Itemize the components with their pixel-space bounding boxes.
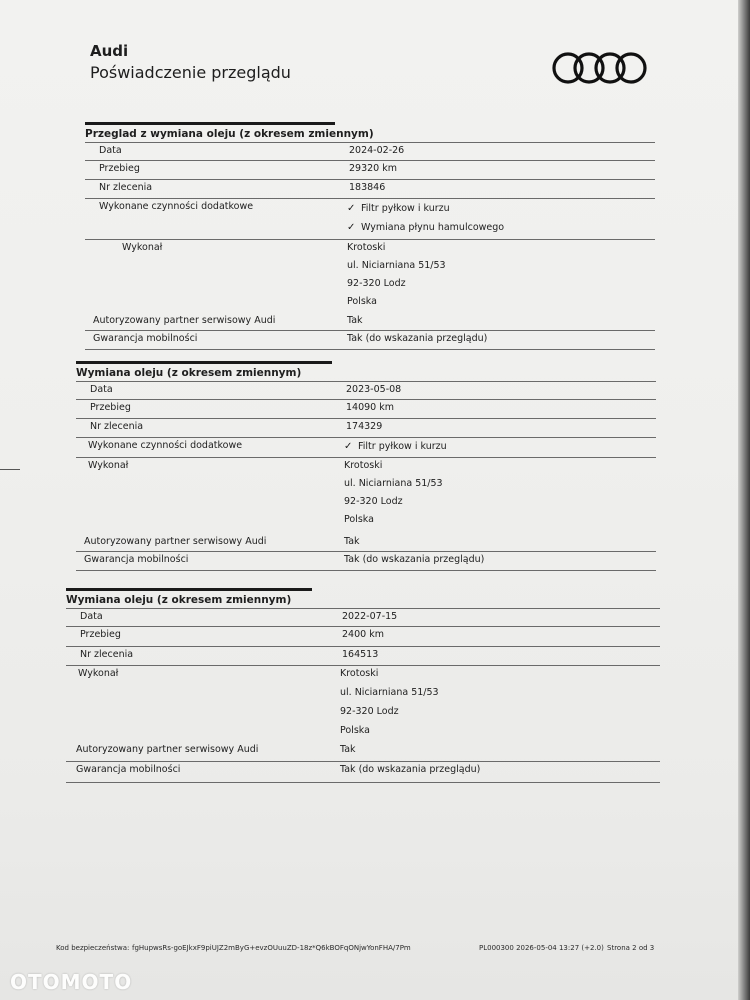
security-code: fgHupwsRs-goEJkxF9piUJZ2mByG+evzOUuuZD-18z*Q6kBOFqONjwYonFHA/7Pm (132, 944, 411, 952)
section-title: Wymiana oleju (z okresem zmiennym) (76, 367, 302, 379)
date-value: 2023-05-08 (346, 384, 402, 395)
dealer-city: 92-320 Lodz (340, 706, 399, 717)
extra-label: Wykonane czynności dodatkowe (88, 440, 243, 451)
row-extra (76, 438, 656, 458)
section-title: Przeglad z wymiana oleju (z okresem zmiennym) (85, 128, 374, 140)
dealer-name: Krotoski (347, 242, 386, 253)
checkmark-icon: ✓ (344, 441, 353, 452)
date-value: 2022-07-15 (342, 611, 398, 622)
dealer-city: 92-320 Lodz (344, 496, 403, 507)
order-label: Nr zlecenia (80, 649, 134, 660)
dealer-street: ul. Niciarniana 51/53 (344, 478, 443, 489)
date-label: Data (80, 611, 103, 622)
mileage-value: 2400 km (342, 629, 384, 640)
row-order (76, 419, 656, 438)
order-value: 183846 (349, 182, 386, 193)
row-mileage (85, 161, 655, 180)
dealer-country: Polska (340, 725, 370, 736)
row-mileage (66, 627, 660, 647)
partner-label: Autoryzowany partner serwisowy Audi (84, 536, 267, 547)
section-title: Wymiana oleju (z okresem zmiennym) (66, 594, 292, 606)
security-code-label: Kod bezpieczeństwa: (56, 944, 130, 952)
row-order (85, 180, 655, 199)
mileage-value: 14090 km (346, 402, 394, 413)
row-date (85, 142, 655, 161)
otomoto-watermark: OTOMOTO (10, 970, 133, 994)
page-number: Strona 2 od 3 (607, 944, 655, 952)
dealer-street: ul. Niciarniana 51/53 (340, 687, 439, 698)
document-title: Poświadczenie przeglądu (90, 63, 291, 82)
row-performed-by (76, 458, 656, 534)
row-partner (66, 742, 660, 762)
row-mileage (76, 400, 656, 419)
service-record-1 (85, 122, 655, 350)
performed-by-label: Wykonał (78, 668, 119, 679)
extra-item: ✓ Filtr pyłkow i kurzu (344, 441, 447, 452)
row-mobility (85, 331, 655, 350)
dealer-street: ul. Niciarniana 51/53 (347, 260, 446, 271)
partner-value: Tak (340, 744, 356, 755)
row-performed-by (85, 240, 655, 313)
row-performed-by (66, 666, 660, 742)
row-order (66, 647, 660, 666)
mobility-value: Tak (do wskazania przeglądu) (344, 554, 485, 565)
margin-mark (0, 469, 20, 470)
checkmark-icon: ✓ (347, 203, 356, 214)
mileage-value: 29320 km (349, 163, 397, 174)
row-date (66, 608, 660, 627)
dealer-name: Krotoski (340, 668, 379, 679)
row-mobility (76, 552, 656, 571)
mileage-label: Przebieg (90, 402, 131, 413)
mobility-label: Gwarancja mobilności (93, 333, 198, 344)
partner-value: Tak (347, 315, 363, 326)
date-label: Data (90, 384, 113, 395)
audi-rings-logo (550, 50, 650, 86)
page-edge-shadow (738, 0, 750, 1000)
service-record-3 (66, 588, 660, 783)
row-partner (85, 313, 655, 331)
mobility-label: Gwarancja mobilności (84, 554, 189, 565)
service-record-2 (76, 361, 656, 571)
performed-by-label: Wykonał (122, 242, 163, 253)
brand-name: Audi (90, 42, 129, 60)
partner-label: Autoryzowany partner serwisowy Audi (93, 315, 276, 326)
mobility-label: Gwarancja mobilności (76, 764, 181, 775)
mobility-value: Tak (do wskazania przeglądu) (340, 764, 481, 775)
mobility-value: Tak (do wskazania przeglądu) (347, 333, 488, 344)
row-mobility (66, 762, 660, 783)
row-partner (76, 534, 656, 552)
partner-label: Autoryzowany partner serwisowy Audi (76, 744, 259, 755)
row-date (76, 381, 656, 400)
mileage-label: Przebieg (99, 163, 140, 174)
checkmark-icon: ✓ (347, 222, 356, 233)
order-value: 164513 (342, 649, 379, 660)
document-timestamp: PL000300 2026-05-04 13:27 (+2.0) (479, 944, 604, 952)
extra-label: Wykonane czynności dodatkowe (99, 201, 254, 212)
order-label: Nr zlecenia (99, 182, 153, 193)
date-label: Data (99, 145, 122, 156)
order-value: 174329 (346, 421, 383, 432)
date-value: 2024-02-26 (349, 145, 405, 156)
extra-item: ✓ Filtr pyłkow i kurzu (347, 203, 450, 214)
row-extra (85, 199, 655, 240)
partner-value: Tak (344, 536, 360, 547)
mileage-label: Przebieg (80, 629, 121, 640)
dealer-name: Krotoski (344, 460, 383, 471)
dealer-city: 92-320 Lodz (347, 278, 406, 289)
dealer-country: Polska (347, 296, 377, 307)
performed-by-label: Wykonał (88, 460, 129, 471)
extra-item: ✓ Wymiana płynu hamulcowego (347, 222, 505, 233)
dealer-country: Polska (344, 514, 374, 525)
order-label: Nr zlecenia (90, 421, 144, 432)
